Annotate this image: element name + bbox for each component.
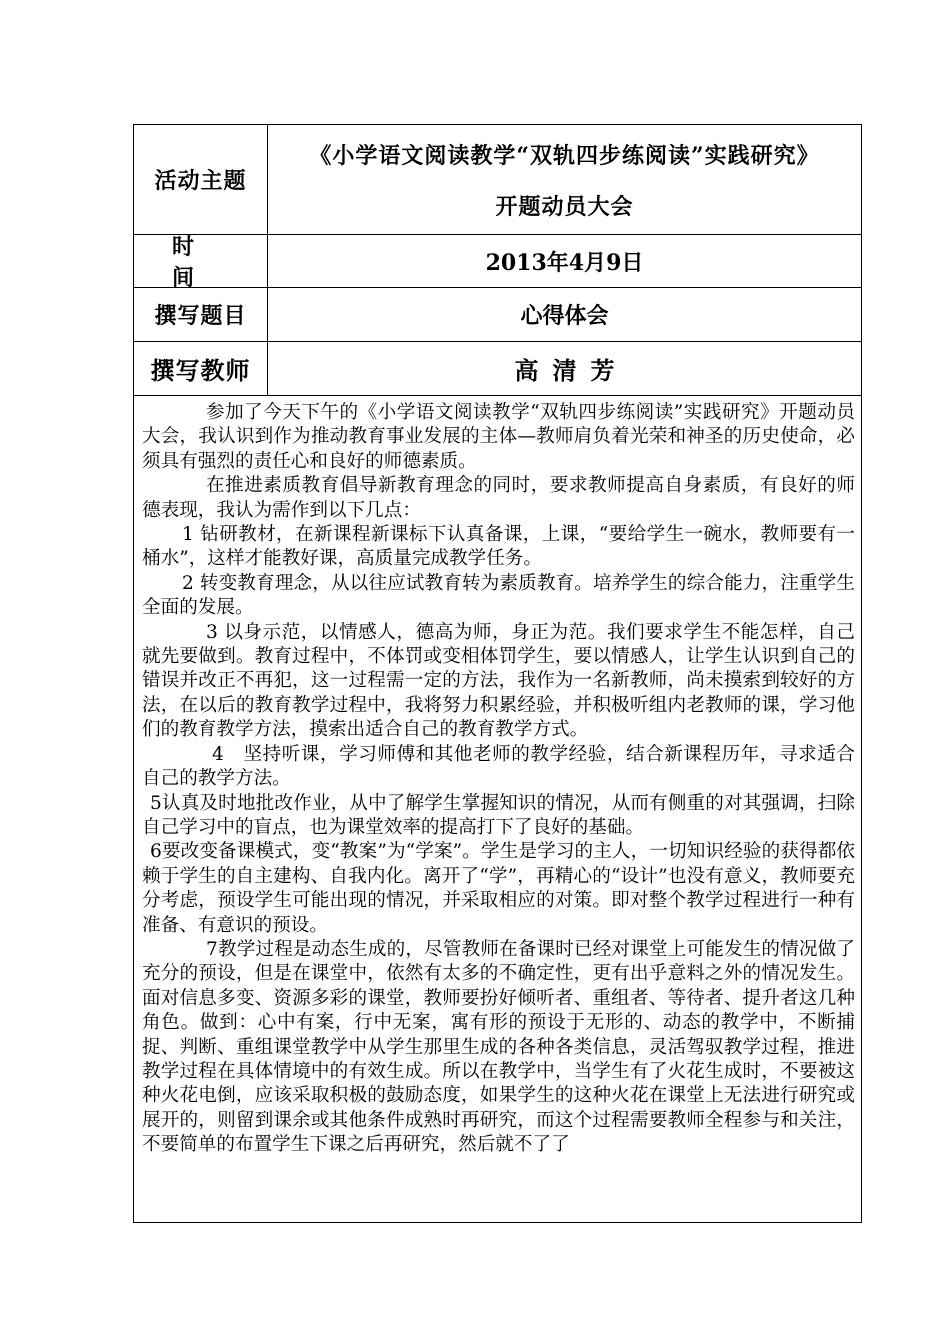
topic-label: 活动主题 [134, 125, 268, 234]
paragraph: 7教学过程是动态生成的，尽管教师在备课时已经对课堂上可能发生的情况做了充分的预设，但是在课堂中，依然有太多的不确定性，更有出乎意料之外的情况发生。面对信息多变、资源多彩的课堂，教师要扮好倾听者、重组者、等待者、提升者这几种角色。做到：心中有案，行中无案，寓有形的预设于无形的、动态的教学中，不断捕捉、判断、重组课堂教学中从学生那里生成的各种各类信息，灵活驾驭教学过程，推进教学过程在具体情境中的有效生成。所以在教学中，当学生有了火花生成时，不要被这种火花电倒，应该采取积极的鼓励态度，如果学生的这种火花在课堂上无法进行研究或展开的，则留到课余或其他条件成熟时再研究，而这个过程需要教师全程参与和关注，不要简单的布置学生下课之后再研究，然后就不了了 [142, 938, 855, 1156]
topic-value [268, 125, 861, 234]
topic-title: 《小学语文阅读教学“双轨四步练阅读”实践研究》 [309, 142, 820, 169]
time-label-text: 时间 [172, 234, 233, 291]
subject-value: 心得体会 [520, 303, 609, 329]
paragraph: 参加了今天下午的《小学语文阅读教学“双轨四步练阅读”实践研究》开题动员大会，我认识到作为推动教育事业发展的主体—教师肩负着光荣和神圣的历史使命，必须具有强烈的责任心和良好的师德素质。 [142, 402, 855, 472]
activity-record-form [133, 124, 862, 1223]
topic-subtitle: 开题动员大会 [495, 193, 634, 220]
time-label [134, 234, 268, 291]
topic-row [134, 125, 861, 235]
teacher-name: 高清芳 [514, 356, 629, 385]
teacher-label: 撰写教师 [134, 342, 268, 395]
paragraph: 6要改变备课模式，变“教案”为“学案”。学生是学习的主人，一切知识经验的获得都依赖于学生的自主建构、自我内化。离开了“学”，再精心的“设计”也没有意义，教师要充分考虑，预设学生可能出现的情况，并采取相应的对策。即对整个教学过程进行一种有准备、有意识的预设。 [142, 841, 855, 936]
teacher-row [134, 342, 861, 396]
time-row [134, 234, 861, 291]
paragraph: 2 转变教育理念，从以往应试教育转为素质教育。培养学生的综合能力，注重学生全面的发展。 [142, 572, 855, 619]
time-value [268, 235, 861, 287]
paragraph: 4 坚持听课，学习师傅和其他老师的教学经验，结合新课程历年，寻求适合自己的教学方法。 [142, 743, 855, 790]
paragraph: 3 以身示范，以情感人，德高为师，身正为范。我们要求学生不能怎样，自己就先要做到。教育过程中，不体罚或变相体罚学生，要以情感人，让学生认识到自己的错误并改正不再犯，这一过程需一定的方法，我作为一名新教师，尚未摸索到较好的方法，在以后的教育教学过程中，我将努力积累经验，并积极听组内老教师的课，学习他们的教育教学方法，摸索出适合自己的教育教学方式。 [142, 621, 855, 741]
subject-label: 撰写题目 [134, 288, 268, 341]
subject-row [134, 288, 861, 342]
date-text: 2013年4月9日 [485, 249, 644, 276]
paragraph: 5认真及时地批改作业，从中了解学生掌握知识的情况，从而有侧重的对其强调，扫除自己学习中的盲点，也为课堂效率的提高打下了良好的基础。 [142, 792, 855, 838]
paragraph: 1 钻研教材，在新课程新课标下认真备课，上课，“要给学生一碗水，教师要有一桶水”，这样才能教好课，高质量完成教学任务。 [142, 524, 855, 570]
paragraph: 在推进素质教育倡导新教育理念的同时，要求教师提高自身素质，有良好的师德表现，我认为需作到以下几点： [142, 475, 855, 521]
reflection-body [134, 396, 861, 1222]
teacher-value [268, 342, 861, 395]
